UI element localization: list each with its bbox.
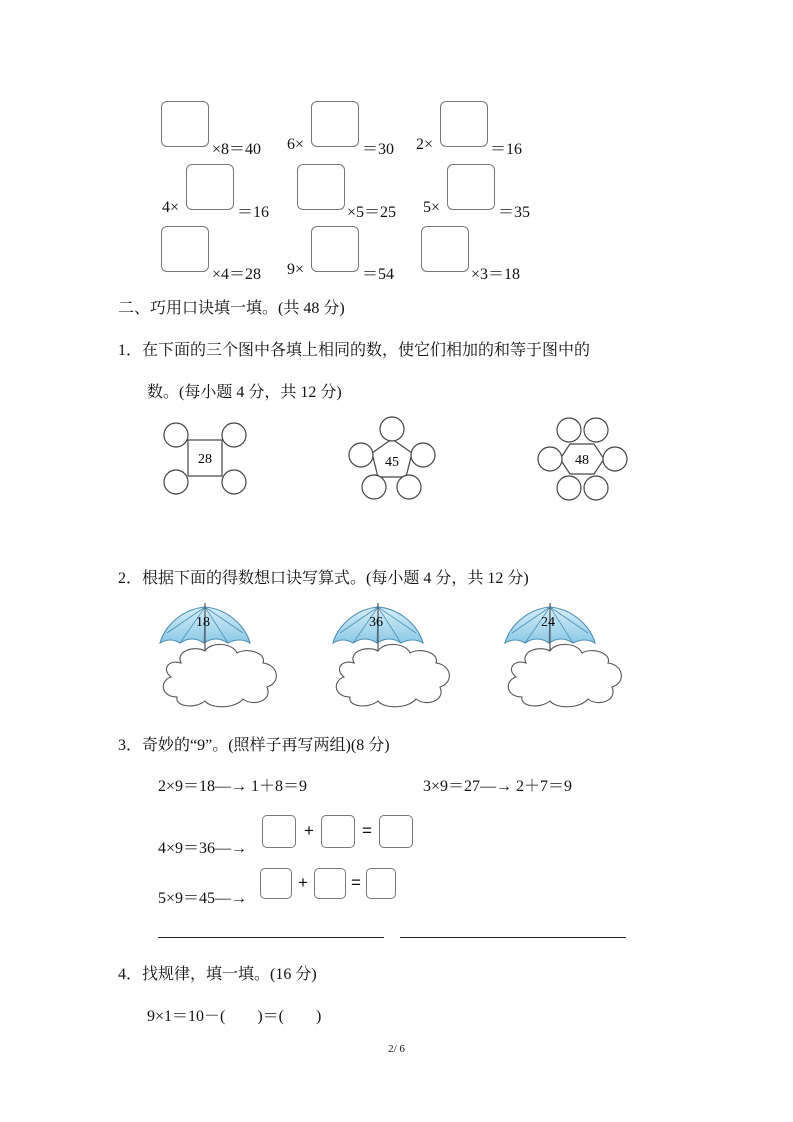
q3-row-1-label: 4×9＝36—→: [158, 840, 248, 857]
answer-circle[interactable]: [411, 443, 435, 467]
plus-sign: +: [298, 873, 308, 892]
cloud-icon: [508, 644, 621, 706]
answer-box[interactable]: [161, 101, 209, 147]
figure-square: [160, 418, 250, 498]
equation-text: 2×: [416, 136, 434, 153]
q3-row-2-label: 5×9＝45—→: [158, 890, 248, 907]
equation-text: ×3＝18: [471, 266, 521, 283]
figure-number: 28: [198, 452, 212, 467]
answer-circle[interactable]: [380, 417, 404, 441]
answer-circle[interactable]: [538, 447, 562, 471]
figure-number: 45: [385, 455, 399, 470]
equation-text: ×5＝25: [347, 204, 397, 221]
answer-box[interactable]: [262, 815, 296, 848]
answer-circle[interactable]: [164, 470, 188, 494]
question-4-text: 4．找规律，填一填。(16 分): [118, 966, 317, 983]
question-1-text-cont: 数。(每小题 4 分，共 12 分): [147, 384, 342, 401]
answer-box[interactable]: [311, 101, 359, 147]
figure-pentagon: [345, 415, 440, 503]
umbrella-number: 24: [541, 615, 555, 630]
equation-text: 9×: [287, 261, 305, 278]
example-equation: 2×9＝18—→ 1＋8＝9: [158, 778, 308, 795]
equation-text: ×8＝40: [212, 141, 262, 158]
answer-box[interactable]: [311, 226, 359, 272]
answer-box[interactable]: [421, 226, 469, 272]
equation-text: ×4＝28: [212, 266, 262, 283]
answer-circle[interactable]: [164, 423, 188, 447]
equation-text: ＝16: [490, 141, 523, 158]
section-heading: 二、巧用口诀填一填。(共 48 分): [118, 300, 345, 317]
question-1-text: 1．在下面的三个图中各填上相同的数，使它们相加的和等于图中的: [118, 342, 591, 359]
answer-box[interactable]: [366, 868, 396, 899]
answer-circle[interactable]: [222, 470, 246, 494]
equals-sign: =: [351, 873, 361, 892]
page-number: 2/ 6: [388, 1043, 405, 1055]
equals-sign: =: [362, 821, 372, 840]
umbrella-number: 36: [369, 615, 383, 630]
cloud-icon: [336, 644, 449, 706]
answer-line[interactable]: [158, 937, 384, 938]
answer-circle[interactable]: [222, 423, 246, 447]
equation-text: ＝54: [362, 266, 395, 283]
answer-circle[interactable]: [584, 418, 608, 442]
answer-circle[interactable]: [557, 418, 581, 442]
figure-hexagon: [535, 414, 630, 504]
umbrella-cloud-2: [328, 603, 458, 713]
answer-box[interactable]: [260, 868, 292, 899]
answer-circle[interactable]: [397, 475, 421, 499]
answer-circle[interactable]: [584, 476, 608, 500]
umbrella-cloud-3: [500, 603, 630, 713]
answer-box[interactable]: [440, 101, 488, 147]
umbrella-cloud-1: [155, 603, 285, 713]
equation-text: ＝16: [237, 204, 270, 221]
answer-box[interactable]: [321, 815, 355, 848]
answer-box[interactable]: [161, 226, 209, 272]
equation-text: 4×: [162, 199, 180, 216]
equation-text: ＝35: [498, 204, 531, 221]
answer-box[interactable]: [297, 164, 345, 210]
answer-circle[interactable]: [557, 476, 581, 500]
question-3-text: 3．奇妙的“9”。(照样子再写两组)(8 分): [118, 737, 390, 754]
pattern-equation: 9×1＝10－( )＝( ): [147, 1008, 322, 1025]
answer-circle[interactable]: [603, 447, 627, 471]
example-equation: 3×9＝27—→ 2＋7＝9: [423, 778, 573, 795]
cloud-icon: [163, 644, 276, 706]
answer-line[interactable]: [400, 937, 626, 938]
answer-box[interactable]: [379, 815, 413, 848]
answer-circle[interactable]: [349, 443, 373, 467]
figure-number: 48: [575, 453, 589, 468]
equation-text: 5×: [423, 199, 441, 216]
umbrella-number: 18: [196, 615, 210, 630]
equation-text: ＝30: [362, 141, 395, 158]
plus-sign: +: [304, 821, 314, 840]
answer-box[interactable]: [314, 868, 346, 899]
answer-box[interactable]: [186, 164, 234, 210]
equation-text: 6×: [287, 136, 305, 153]
question-2-text: 2．根据下面的得数想口诀写算式。(每小题 4 分，共 12 分): [118, 570, 529, 587]
answer-circle[interactable]: [362, 475, 386, 499]
answer-box[interactable]: [447, 164, 495, 210]
